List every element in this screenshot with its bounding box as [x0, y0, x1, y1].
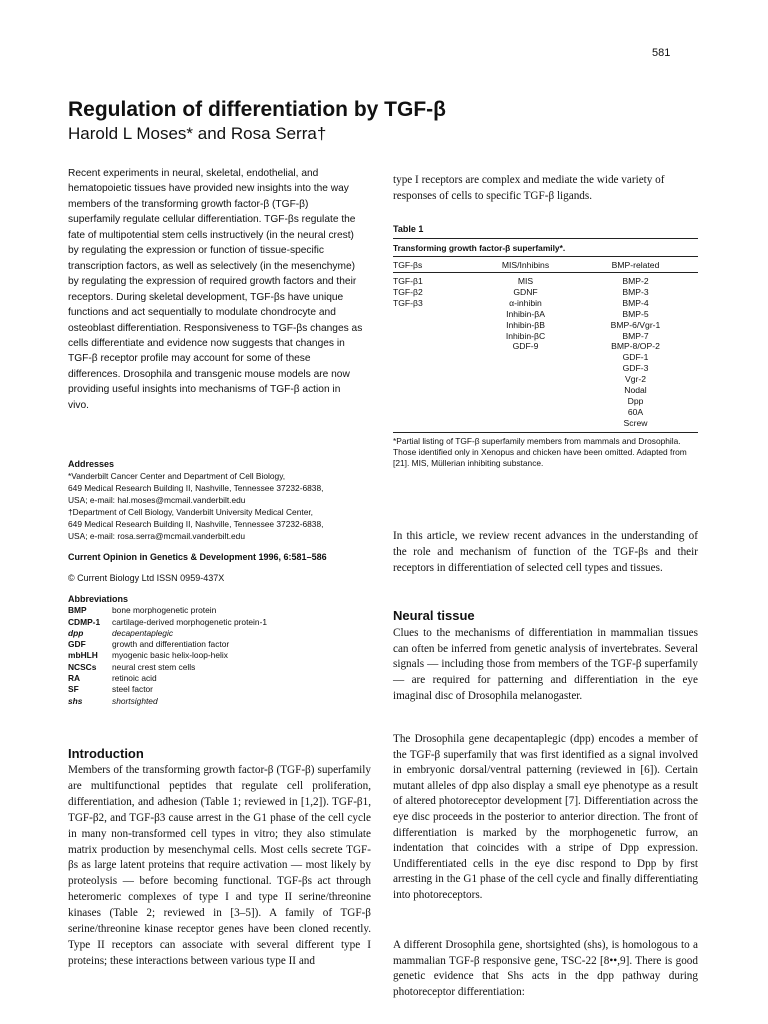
abbreviation-row — [68, 605, 368, 616]
table-column-bmp-related — [573, 276, 698, 429]
address-line: 649 Medical Research Building II, Nashville, Tennessee 37232-6838, — [68, 519, 324, 529]
abbreviation-text: growth and differentiation factor — [112, 639, 230, 650]
table-cell: Inhibin-βC — [505, 330, 546, 341]
table-cell: Dpp — [627, 395, 644, 406]
table-cell: TGF-β3 — [393, 297, 423, 308]
table-header-cell: BMP-related — [611, 260, 660, 270]
abbreviation-text: steel factor — [112, 684, 153, 695]
copyright-line: © Current Biology Ltd ISSN 0959-437X — [68, 573, 225, 583]
table-column-mis-inhibins — [478, 276, 573, 429]
abbreviation-row — [68, 650, 368, 661]
table-cell: BMP-5 — [622, 308, 649, 319]
abbreviation-text: bone morphogenetic protein — [112, 605, 217, 616]
abbreviation-code: RA — [68, 673, 81, 684]
table-caption: Transforming growth factor-β superfamily*. — [393, 238, 698, 257]
abbreviations-heading: Abbreviations — [68, 594, 129, 604]
abbreviation-code: NCSCs — [68, 661, 97, 672]
table-cell: GDF-1 — [622, 352, 649, 363]
table-cell: Screw — [623, 417, 648, 428]
table-header-cell: TGF-βs — [393, 260, 423, 270]
neural-paragraph-3: A different Drosophila gene, shortsighted (shs), is homologous to a mammalian TGF-β responsive gene, TSC-22 [8••,9]. There is good genetic evidence that Shs acts in the dpp pathway during photoreceptor differentiation: — [393, 939, 698, 998]
table-cell: GDNF — [513, 286, 538, 297]
addresses-block — [68, 458, 368, 542]
abbreviation-code: SF — [68, 684, 79, 695]
abbreviation-text: neural crest stem cells — [112, 661, 196, 672]
table-cell: GDF-9 — [512, 341, 539, 352]
table-cell: BMP-7 — [622, 330, 649, 341]
abbreviation-text: shortsighted — [112, 695, 158, 706]
page-number: 581 — [652, 47, 671, 59]
address-line: †Department of Cell Biology, Vanderbilt University Medical Center, — [68, 507, 313, 517]
address-line: *Vanderbilt Cancer Center and Department of Cell Biology, — [68, 471, 286, 481]
abbreviations-block — [68, 594, 368, 707]
abbreviation-code: GDF — [68, 639, 86, 650]
journal-reference: Current Opinion in Genetics & Development 1996, 6:581–586 — [68, 552, 327, 562]
abbreviation-text: retinoic acid — [112, 673, 157, 684]
abbreviation-row — [68, 617, 368, 628]
table-cell: BMP-6/Vgr-1 — [610, 319, 661, 330]
address-line: USA; e-mail: rosa.serra@mcmail.vanderbilt.edu — [68, 531, 245, 541]
table-cell: Vgr-2 — [624, 374, 646, 385]
abstract: Recent experiments in neural, skeletal, endothelial, and hematopoietic tissues have provided new insights into the way members of the transforming growth factor-β (TGF-β) superfamily regulate cellular differentiation. TGF-βs regulate the fate of multipotential stem cells instructively (in the neural crest) by regulating the expression or function of tissue-specific transcription factors, as well as selectively (in the mesenchyme) by regulating the expression of required growth factors and their receptors. During skeletal development, TGF-βs have unique functions and act sequentially to modulate chondrocyte and osteoblast differentiation. Responsiveness to TGF-βs changes as cells differentiate and evidence now suggests that changes in TGF-β receptor profile may account for some of these differences. Drosophila and transgenic mouse models are now providing useful insights into mechanisms of TGF-β action in vivo. — [68, 168, 363, 411]
review-paragraph: In this article, we review recent advances in the understanding of the role and mechanism of function of the TGF-βs and their receptors in differentiation of selected cell types and tissues. — [393, 530, 698, 574]
abbreviation-row — [68, 639, 368, 650]
address-line: USA; e-mail: hal.moses@mcmail.vanderbilt.edu — [68, 495, 246, 505]
abbreviation-text: myogenic basic helix-loop-helix — [112, 650, 228, 661]
address-line: 649 Medical Research Building II, Nashville, Tennessee 37232-6838, — [68, 483, 324, 493]
table-cell: TGF-β1 — [393, 276, 423, 286]
table-1 — [393, 238, 698, 469]
abbreviation-code: dpp — [68, 627, 84, 638]
introduction-body: Members of the transforming growth factor-β (TGF-β) superfamily are multifunctional peptides that regulate cell proliferation, differentiation, and adhesion (Table 1; reviewed in [1,2]). TGF-β1, TGF-β2, and TGF-β3 cause arrest in the G1 phase of the cell cycle in many non-transformed cell types in vitro; they also stimulate matrix production by mesenchymal cells. Most cells secrete TGF-βs as large latent proteins that require activation — most likely by proteolysis — before becoming functional. TGF-βs act through heteromeric complexes of type I and type II serine/threonine kinases (Table 2; reviewed in [3–5]). A family of TGF-β serine/threonine kinase receptor genes have been cloned recently. Type II receptors can associate with several different type I proteins; these interactions between various type II and — [68, 764, 371, 967]
neural-paragraph-2: The Drosophila gene decapentaplegic (dpp) encodes a member of the TGF-β superfamily that was first identified as a signal involved in embryonic dorsal/ventral patterning (reviewed in [6]). Certain mutant alleles of dpp also display a small eye phenotype as a result of altered photoreceptor development [7]. Differentiation across the eye disc proceeds in the posterior to anterior direction. The front of differentiation is marked by the morphogenetic furrow, an indentation that coincides with a stripe of Dpp expression. Undifferentiated cells in the eye disc respond to Dpp by first arresting in the G1 phase of the cell cycle and finally differentiating into photoreceptors. — [393, 733, 698, 901]
abbreviation-row — [68, 673, 368, 684]
table-cell: TGF-β2 — [393, 286, 423, 297]
table-cell: BMP-4 — [622, 297, 649, 308]
table-cell: BMP-3 — [622, 286, 649, 297]
table-cell: BMP-8/OP-2 — [611, 341, 660, 352]
table-header-row — [393, 257, 698, 273]
abbreviation-row — [68, 684, 368, 695]
table-header-cell: MIS/Inhibins — [501, 260, 550, 270]
table-cell: Inhibin-βB — [506, 319, 545, 330]
neural-tissue-heading: Neural tissue — [393, 608, 475, 623]
table-cell: α-inhibin — [509, 297, 542, 308]
table-cell: Inhibin-βA — [506, 308, 545, 319]
abbreviation-text: cartilage-derived morphogenetic protein-1 — [112, 616, 268, 627]
neural-paragraph-1: Clues to the mechanisms of differentiation in mammalian tissues can often be inferred from genetic analysis of invertebrates. Several signals — including those from members of the TGF-β superfamily — are required for patterning and differentiation in the eye imaginal disc of Drosophila melanogaster. — [393, 627, 698, 702]
table-cell: Nodal — [624, 385, 647, 396]
abbreviation-row — [68, 662, 368, 673]
table-cell: MIS — [517, 276, 534, 286]
article-authors: Harold L Moses* and Rosa Serra† — [68, 124, 327, 143]
table-cell: 60A — [627, 406, 644, 417]
abbreviation-text: decapentaplegic — [112, 627, 174, 638]
table-cell: BMP-2 — [622, 276, 649, 286]
table-label: Table 1 — [393, 224, 424, 234]
continued-paragraph: type I receptors are complex and mediate the wide variety of responses of cells to specific TGF-β ligands. — [393, 174, 665, 202]
table-cell: GDF-3 — [622, 363, 649, 374]
abbreviation-row — [68, 696, 368, 707]
abbreviation-row — [68, 628, 368, 639]
abbreviation-code: mbHLH — [68, 650, 98, 661]
introduction-heading: Introduction — [68, 746, 144, 761]
addresses-heading: Addresses — [68, 459, 115, 469]
table-footnote: *Partial listing of TGF-β superfamily members from mammals and Drosophila. Those identified only in Xenopus and chicken have been omitted. Adapted from [21]. MIS, Müllerian inhibiting substance. — [393, 435, 687, 468]
abbreviation-code: BMP — [68, 605, 87, 616]
abbreviation-code: shs — [68, 695, 83, 706]
table-body — [393, 273, 698, 433]
article-title: Regulation of differentiation by TGF-β — [68, 98, 446, 121]
abbreviation-code: CDMP-1 — [68, 616, 101, 627]
table-column-tgfb — [393, 276, 478, 429]
